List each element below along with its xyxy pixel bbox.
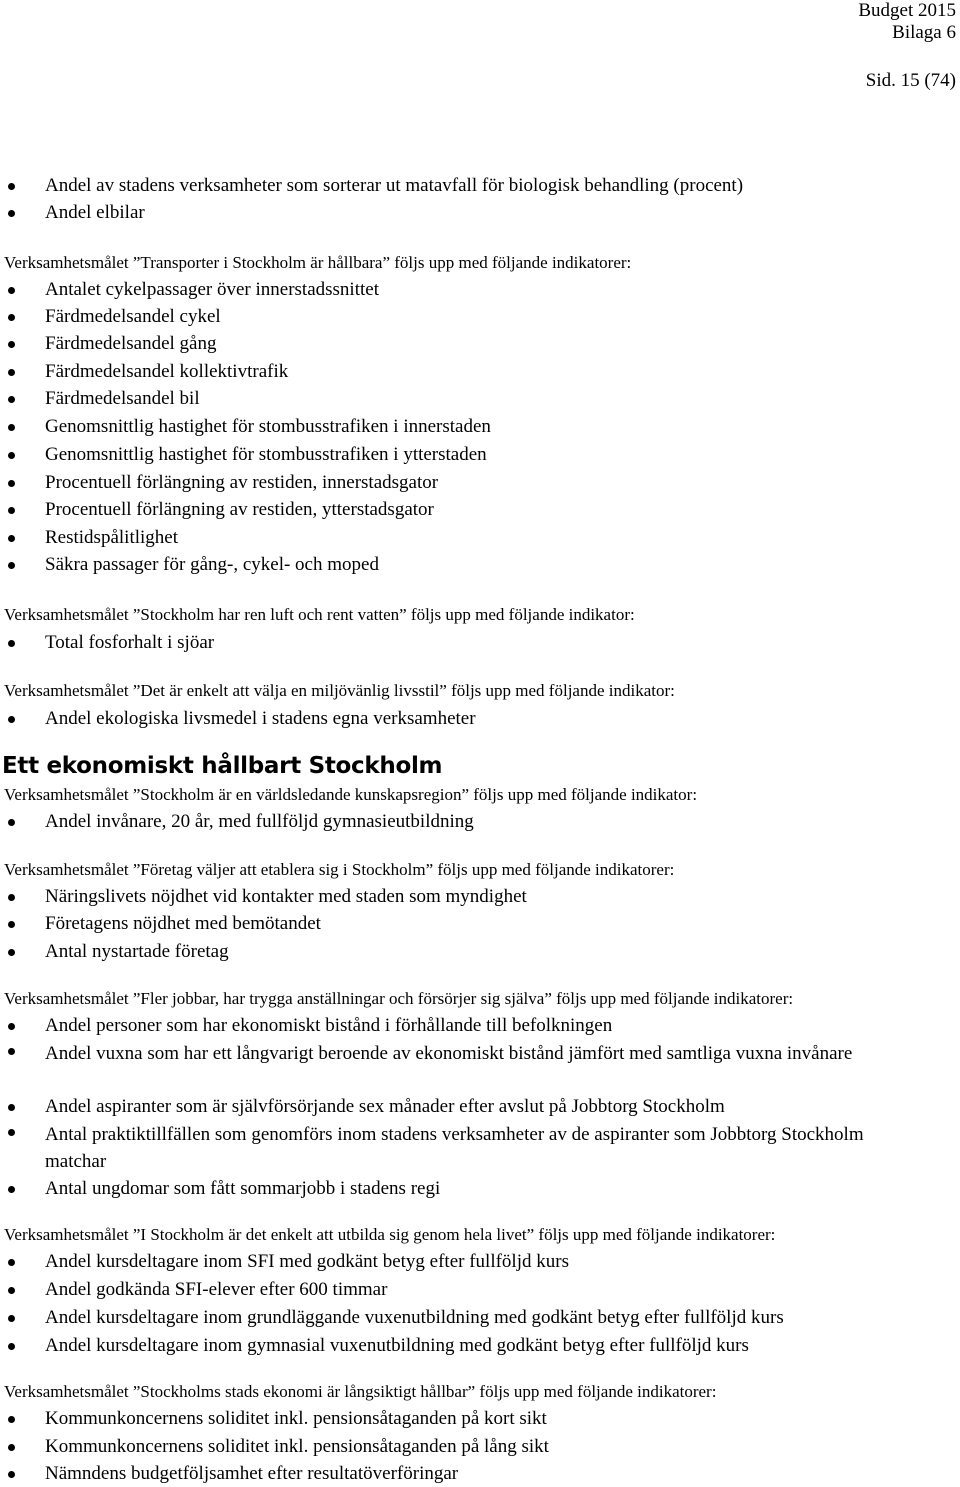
- bullet-icon: [8, 341, 15, 348]
- indicator-item: Näringslivets nöjdhet vid kontakter med staden som myndighet: [45, 886, 527, 907]
- indicator-item: Antal nystartade företag: [45, 941, 229, 962]
- indicator-item: Andel kursdeltagare inom SFI med godkänt betyg efter fullföljd kurs: [45, 1251, 569, 1272]
- bullet-icon: [8, 894, 15, 901]
- economy-goal-intro: Verksamhetsmålet ”Stockholms stads ekonomi är långsiktigt hållbar” följs upp med följande indikatorer:: [4, 1382, 717, 1401]
- annex-label: Bilaga 6: [892, 22, 956, 43]
- bullet-icon: [8, 535, 15, 542]
- indicator-item: Genomsnittlig hastighet för stombusstrafiken i innerstaden: [45, 416, 491, 437]
- indicator-item: Antalet cykelpassager över innerstadssnittet: [45, 279, 379, 300]
- bullet-icon: [8, 1287, 15, 1294]
- bullet-icon: [8, 1259, 15, 1266]
- indicator-item: Kommunkoncernens soliditet inkl. pensionsåtaganden på kort sikt: [45, 1408, 547, 1429]
- indicator-item: Andel kursdeltagare inom grundläggande vuxenutbildning med godkänt betyg efter fullföljd kurs: [45, 1307, 784, 1328]
- indicator-item: Procentuell förlängning av restiden, ytterstadsgator: [45, 499, 434, 520]
- indicator-item: Andel godkända SFI-elever efter 600 timmar: [45, 1279, 388, 1300]
- indicator-item: Procentuell förlängning av restiden, innerstadsgator: [45, 472, 439, 493]
- indicator-item: Andel vuxna som har ett långvarigt beroende av ekonomiskt bistånd jämfört med samtliga vuxna invånare: [45, 1043, 853, 1064]
- bullet-icon: [8, 314, 15, 321]
- indicator-item: Kommunkoncernens soliditet inkl. pensionsåtaganden på lång sikt: [45, 1436, 549, 1457]
- indicator-item: Restidspålitlighet: [45, 527, 178, 548]
- bullet-icon: [8, 507, 15, 514]
- indicator-item: Andel elbilar: [45, 202, 145, 223]
- bullet-icon: [8, 1104, 15, 1111]
- bullet-icon: [8, 949, 15, 956]
- bullet-icon: [8, 1129, 15, 1136]
- bullet-icon: [8, 1048, 15, 1055]
- bullet-icon: [8, 640, 15, 647]
- indicator-item: Andel personer som har ekonomiskt bistånd i förhållande till befolkningen: [45, 1015, 613, 1036]
- indicator-item: Färdmedelsandel gång: [45, 333, 217, 354]
- bullet-icon: [8, 183, 15, 190]
- indicator-item: Antal ungdomar som fått sommarjobb i stadens regi: [45, 1178, 441, 1199]
- indicator-item: Antal praktiktillfällen som genomförs inom stadens verksamheter av de aspiranter som Jobbtorg Stockholm matchar: [45, 1124, 864, 1172]
- bullet-icon: [8, 210, 15, 217]
- indicator-item: Färdmedelsandel kollektivtrafik: [45, 361, 289, 382]
- bullet-icon: [8, 1315, 15, 1322]
- bullet-icon: [8, 452, 15, 459]
- indicator-item: Andel ekologiska livsmedel i stadens egna verksamheter: [45, 708, 476, 729]
- bullet-icon: [8, 1444, 15, 1451]
- section-heading: Ett ekonomiskt hållbart Stockholm: [2, 753, 443, 779]
- bullet-icon: [8, 1023, 15, 1030]
- page-number: Sid. 15 (74): [865, 70, 956, 91]
- bullet-icon: [8, 287, 15, 294]
- indicator-item: Färdmedelsandel cykel: [45, 306, 221, 327]
- bullet-icon: [8, 819, 15, 826]
- bullet-icon: [8, 1343, 15, 1350]
- transport-goal-intro: Verksamhetsmålet ”Transporter i Stockholm är hållbara” följs upp med följande indikatorer:: [4, 253, 632, 272]
- indicator-item: Nämndens budgetföljsamhet efter resultatöverföringar: [45, 1463, 459, 1484]
- indicator-item: Genomsnittlig hastighet för stombusstrafiken i ytterstaden: [45, 444, 487, 465]
- bullet-icon: [8, 1471, 15, 1478]
- indicator-item: Andel invånare, 20 år, med fullföljd gymnasieutbildning: [45, 811, 474, 832]
- bullet-icon: [8, 1186, 15, 1193]
- indicator-item: Andel av stadens verksamheter som sorterar ut matavfall för biologisk behandling (procent): [45, 175, 744, 196]
- business-goal-intro: Verksamhetsmålet ”Företag väljer att etablera sig i Stockholm” följs upp med följande indikatorer:: [4, 860, 675, 879]
- education-goal-intro: Verksamhetsmålet ”I Stockholm är det enkelt att utbilda sig genom hela livet” följs upp med följande indikatorer:: [4, 1225, 776, 1244]
- bullet-icon: [8, 396, 15, 403]
- knowledge-goal-intro: Verksamhetsmålet ”Stockholm är en världsledande kunskapsregion” följs upp med följande indikator:: [4, 785, 698, 804]
- green_lifestyle-goal-intro: Verksamhetsmålet ”Det är enkelt att välja en miljövänlig livsstil” följs upp med följande indikator:: [4, 681, 675, 700]
- indicator-item: Andel kursdeltagare inom gymnasial vuxenutbildning med godkänt betyg efter fullföljd kurs: [45, 1335, 749, 1356]
- budget-label: Budget 2015: [858, 0, 956, 21]
- bullet-icon: [8, 480, 15, 487]
- jobs-goal-intro: Verksamhetsmålet ”Fler jobbar, har trygga anställningar och försörjer sig själva” följs upp med följande indikatorer:: [4, 989, 794, 1008]
- bullet-icon: [8, 716, 15, 723]
- indicator-item: Total fosforhalt i sjöar: [45, 632, 215, 653]
- bullet-icon: [8, 424, 15, 431]
- indicator-item: Företagens nöjdhet med bemötandet: [45, 913, 321, 934]
- indicator-item: Andel aspiranter som är självförsörjande sex månader efter avslut på Jobbtorg Stockholm: [45, 1096, 725, 1117]
- indicator-item: Färdmedelsandel bil: [45, 388, 200, 409]
- clean_air-goal-intro: Verksamhetsmålet ”Stockholm har ren luft och rent vatten” följs upp med följande indikator:: [4, 605, 635, 624]
- bullet-icon: [8, 921, 15, 928]
- bullet-icon: [8, 562, 15, 569]
- bullet-icon: [8, 1416, 15, 1423]
- bullet-icon: [8, 369, 15, 376]
- indicator-item: Säkra passager för gång-, cykel- och moped: [45, 554, 379, 575]
